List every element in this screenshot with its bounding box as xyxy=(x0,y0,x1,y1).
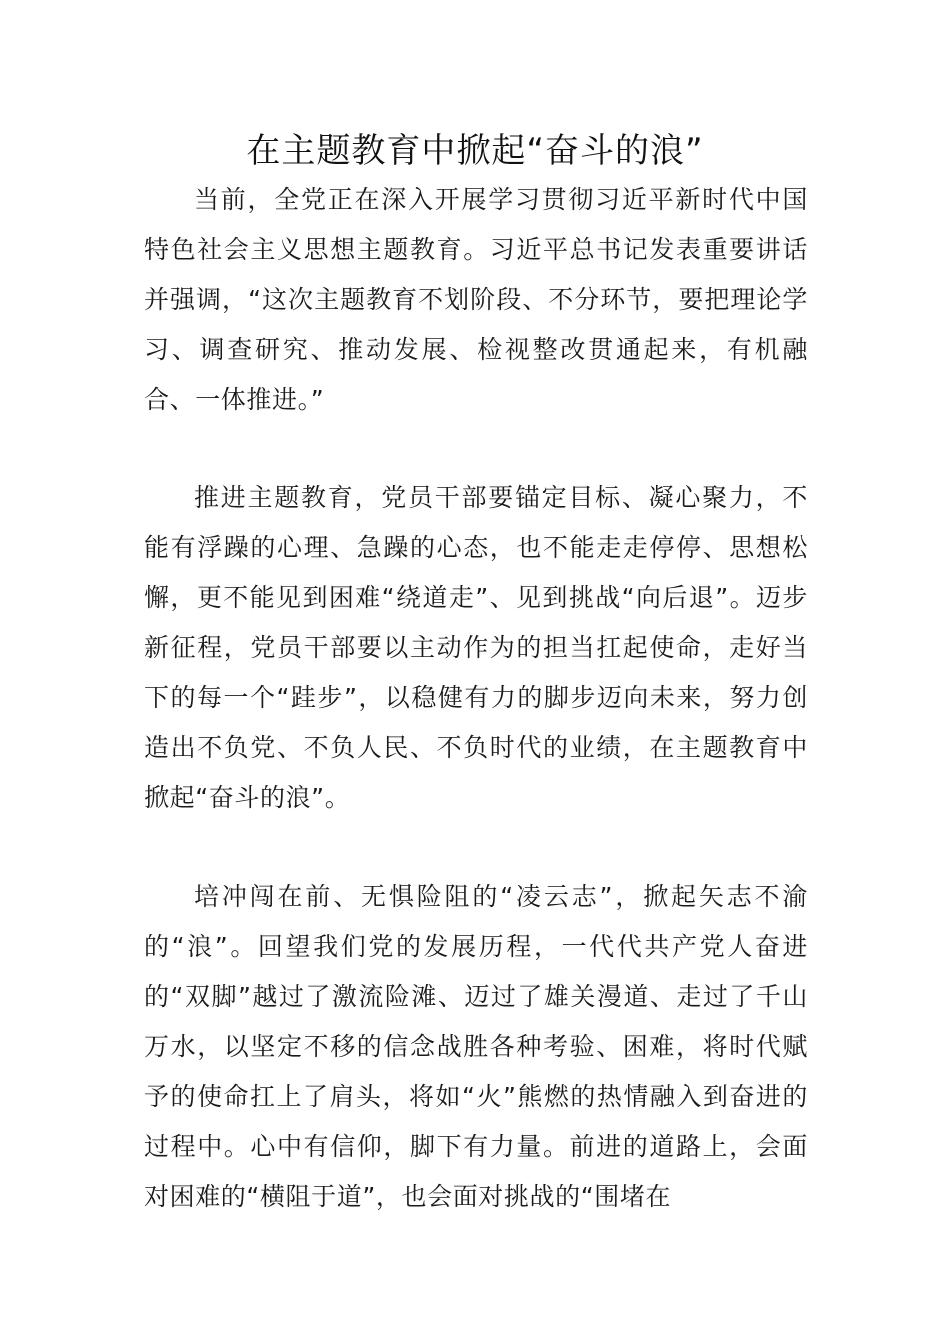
paragraph-1: 当前，全党正在深入开展学习贯彻习近平新时代中国特色社会主义思想主题教育。习近平总书记发表重要讲话并强调，“这次主题教育不划阶段、不分环节，要把理论学习、调查研究、推动发展、检视整改贯通起来，有机融合、一体推进。” xyxy=(144,185,808,414)
paragraph-2: 推进主题教育，党员干部要锚定目标、凝心聚力，不能有浮躁的心理、急躁的心态，也不能走走停停、思想松懈，更不能见到困难“绕道走”、见到挑战“向后退”。迈步新征程，党员干部要以主动作为的担当扛起使命，走好当下的每一个“跬步”，以稳健有力的脚步迈向未来，努力创造出不负党、不负人民、不负时代的业绩，在主题教育中掀起“奋斗的浪”。 xyxy=(144,483,808,812)
document-title: 在主题教育中掀起“奋斗的浪” xyxy=(246,131,704,171)
paragraph-3: 培冲闯在前、无惧险阻的“凌云志”，掀起矢志不渝的“浪”。回望我们党的发展历程，一代代共产党人奋进的“双脚”越过了激流险滩、迈过了雄关漫道、走过了千山万水，以坚定不移的信念战胜各种考验、困难，将时代赋予的使命扛上了肩头，将如“火”熊燃的热情融入到奋进的过程中。心中有信仰，脚下有力量。前进的道路上，会面对困难的“横阻于道”，也会面对挑战的“围堵在 xyxy=(144,882,808,1211)
